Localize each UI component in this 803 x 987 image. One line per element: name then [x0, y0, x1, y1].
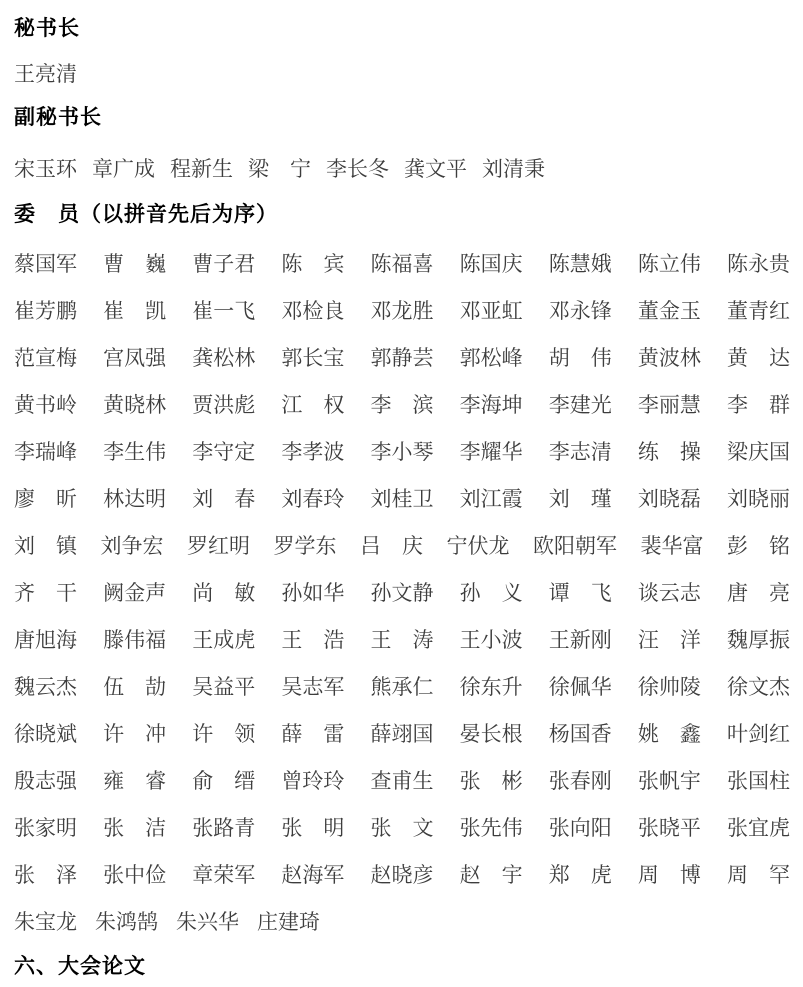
- member-name: 雍 睿: [103, 768, 167, 793]
- member-name: 张家明: [14, 815, 77, 840]
- member-name: 崔 凯: [103, 298, 167, 323]
- member-name: 孙 义: [459, 580, 523, 605]
- member-name: 周 博: [637, 862, 701, 887]
- deputy-name: 程新生: [170, 157, 233, 181]
- member-name: 曾玲玲: [281, 768, 345, 793]
- member-name: 陈永贵: [727, 251, 790, 276]
- member-name: 张中俭: [103, 862, 167, 887]
- member-name: 曹子君: [192, 251, 256, 276]
- member-name: 邓永锋: [548, 298, 612, 323]
- member-name: 周 罕: [727, 862, 790, 887]
- member-name: 王小波: [459, 627, 523, 652]
- member-name: 汪 洋: [637, 627, 701, 652]
- member-name: 张晓平: [637, 815, 701, 840]
- member-name: 张先伟: [459, 815, 523, 840]
- deputy-name: 梁 宁: [248, 157, 311, 181]
- member-name: 曹 巍: [103, 251, 167, 276]
- member-name: 胡 伟: [548, 345, 612, 370]
- member-name: 张春刚: [548, 768, 612, 793]
- member-name: 唐旭海: [14, 627, 77, 652]
- member-name: 王 涛: [370, 627, 434, 652]
- member-name: 邓亚虹: [459, 298, 523, 323]
- member-name: 刘桂卫: [370, 486, 434, 511]
- member-name: 朱宝龙: [14, 909, 77, 934]
- member-name: 李小琴: [370, 439, 434, 464]
- member-name: 李耀华: [459, 439, 523, 464]
- section-heading-members: 委 员（以拼音先后为序）: [14, 203, 278, 226]
- member-name: 李建光: [548, 392, 612, 417]
- member-name: 魏厚振: [727, 627, 790, 652]
- member-name: 黄书岭: [14, 392, 77, 417]
- member-name: 林达明: [103, 486, 167, 511]
- member-name: 张路青: [192, 815, 256, 840]
- section-heading-conference-papers: 六、大会论文: [14, 955, 146, 978]
- member-name: 晏长根: [459, 721, 523, 746]
- member-name: 刘晓磊: [637, 486, 701, 511]
- member-row: [14, 804, 790, 851]
- member-name: 宫凤强: [103, 345, 167, 370]
- section-heading-deputy-secretary: 副秘书长: [14, 106, 102, 129]
- member-name: 贾洪彪: [192, 392, 256, 417]
- member-name: 李丽慧: [637, 392, 701, 417]
- member-name: 徐佩华: [548, 674, 612, 699]
- member-row: [14, 287, 790, 334]
- member-row: [14, 757, 790, 804]
- member-name: 张国柱: [727, 768, 790, 793]
- member-name: 宁伏龙: [446, 533, 510, 558]
- deputy-secretary-name-row: [14, 156, 790, 182]
- member-name: 尚 敏: [192, 580, 256, 605]
- member-name: 张向阳: [548, 815, 612, 840]
- member-row: [14, 381, 790, 428]
- member-name: 龚松林: [192, 345, 256, 370]
- deputy-name: 龚文平: [404, 157, 467, 181]
- member-row: [14, 710, 790, 757]
- member-name: 齐 干: [14, 580, 77, 605]
- member-name: 范宣梅: [14, 345, 77, 370]
- member-name: 薛翊国: [370, 721, 434, 746]
- member-name: 刘江霞: [459, 486, 523, 511]
- member-name: 刘 镇: [14, 533, 77, 558]
- member-name: 吕 庆: [360, 533, 423, 558]
- member-name: 张 彬: [459, 768, 523, 793]
- member-name: 张 泽: [14, 862, 77, 887]
- member-name: 陈立伟: [637, 251, 701, 276]
- member-name: 谈云志: [637, 580, 701, 605]
- member-row: [14, 240, 790, 287]
- member-name: 伍 劼: [103, 674, 167, 699]
- member-name: 魏云杰: [14, 674, 77, 699]
- member-name: 赵晓彦: [370, 862, 434, 887]
- member-name: 刘 春: [192, 486, 256, 511]
- member-row: [14, 428, 790, 475]
- member-name: 陈 宾: [281, 251, 345, 276]
- member-name: 练 操: [637, 439, 701, 464]
- member-name: 徐晓斌: [14, 721, 77, 746]
- member-name: 叶剑红: [727, 721, 790, 746]
- member-name: 朱兴华: [176, 909, 239, 934]
- member-name: 李 滨: [370, 392, 434, 417]
- member-name: 庄建琦: [257, 909, 320, 934]
- member-name: 吴益平: [192, 674, 256, 699]
- deputy-name: 宋玉环: [14, 157, 77, 181]
- member-name: 王 浩: [281, 627, 345, 652]
- member-name: 滕伟福: [103, 627, 167, 652]
- member-name: 姚 鑫: [637, 721, 701, 746]
- member-name: 徐帅陵: [637, 674, 701, 699]
- member-name: 张 明: [281, 815, 345, 840]
- section-heading-secretary: 秘书长: [14, 17, 80, 40]
- member-name: 陈慧娥: [548, 251, 612, 276]
- member-name: 李守定: [192, 439, 256, 464]
- member-name: 张帆宇: [637, 768, 701, 793]
- member-row: [14, 616, 790, 663]
- member-name: 裴华富: [640, 533, 704, 558]
- deputy-name: 刘清秉: [482, 157, 545, 181]
- member-name: 吴志军: [281, 674, 345, 699]
- member-name: 刘争宏: [100, 533, 164, 558]
- member-name: 杨国香: [548, 721, 612, 746]
- member-name: 孙文静: [370, 580, 434, 605]
- member-name: 邓龙胜: [370, 298, 434, 323]
- member-name: 李瑞峰: [14, 439, 77, 464]
- member-name: 罗红明: [187, 533, 250, 558]
- member-name: 张宜虎: [727, 815, 790, 840]
- member-name: 董青红: [727, 298, 790, 323]
- deputy-name: 章广成: [92, 157, 155, 181]
- deputy-name: 李长冬: [326, 157, 389, 181]
- member-name: 李孝波: [281, 439, 345, 464]
- member-name: 赵海军: [281, 862, 345, 887]
- member-name: 阙金声: [103, 580, 167, 605]
- member-row: [14, 851, 790, 898]
- member-name: 朱鸿鹄: [95, 909, 158, 934]
- member-name: 崔一飞: [192, 298, 256, 323]
- member-name: 李海坤: [459, 392, 523, 417]
- member-name: 蔡国军: [14, 251, 77, 276]
- member-row: [14, 569, 790, 616]
- member-name: 黄 达: [727, 345, 790, 370]
- member-row: [14, 522, 790, 569]
- member-name: 李生伟: [103, 439, 167, 464]
- member-name: 崔芳鹏: [14, 298, 77, 323]
- member-row: [14, 334, 790, 381]
- member-name: 许 冲: [103, 721, 167, 746]
- member-name: 刘春玲: [281, 486, 345, 511]
- member-name: 唐 亮: [727, 580, 790, 605]
- member-name: 许 领: [192, 721, 256, 746]
- member-name: 孙如华: [281, 580, 345, 605]
- secretary-name: 王亮清: [14, 62, 77, 86]
- member-name: 黄晓林: [103, 392, 167, 417]
- member-name: 王成虎: [192, 627, 256, 652]
- member-name: 赵 宇: [459, 862, 523, 887]
- member-name: 欧阳朝军: [533, 533, 617, 558]
- member-name: 徐文杰: [727, 674, 790, 699]
- member-name: 章荣军: [192, 862, 256, 887]
- member-name: 陈福喜: [370, 251, 434, 276]
- member-name: 黄波林: [637, 345, 701, 370]
- member-name: 张 文: [370, 815, 434, 840]
- member-name: 罗学东: [273, 533, 337, 558]
- member-name: 王新刚: [548, 627, 612, 652]
- member-name: 陈国庆: [459, 251, 523, 276]
- member-name: 梁庆国: [727, 439, 790, 464]
- member-name: 查甫生: [370, 768, 434, 793]
- member-name: 江 权: [281, 392, 345, 417]
- member-name: 张 洁: [103, 815, 167, 840]
- member-name: 刘晓丽: [727, 486, 790, 511]
- member-name: 郭松峰: [459, 345, 523, 370]
- member-row: [14, 663, 790, 710]
- member-name: 邓检良: [281, 298, 345, 323]
- member-row: [14, 475, 790, 522]
- member-name: 谭 飞: [548, 580, 612, 605]
- member-name: 董金玉: [637, 298, 701, 323]
- member-name: 廖 昕: [14, 486, 77, 511]
- member-name: 刘 瑾: [548, 486, 612, 511]
- member-name: 李 群: [727, 392, 790, 417]
- member-name: 郭长宝: [281, 345, 345, 370]
- member-name: 殷志强: [14, 768, 77, 793]
- member-name: 俞 缙: [192, 768, 256, 793]
- member-name: 薛 雷: [281, 721, 345, 746]
- member-name: 彭 铭: [727, 533, 790, 558]
- member-name: 李志清: [548, 439, 612, 464]
- member-name: 徐东升: [459, 674, 523, 699]
- member-name-list: [14, 240, 790, 945]
- member-name: 郑 虎: [548, 862, 612, 887]
- member-row: [14, 898, 790, 945]
- member-name: 郭静芸: [370, 345, 434, 370]
- member-name: 熊承仁: [370, 674, 434, 699]
